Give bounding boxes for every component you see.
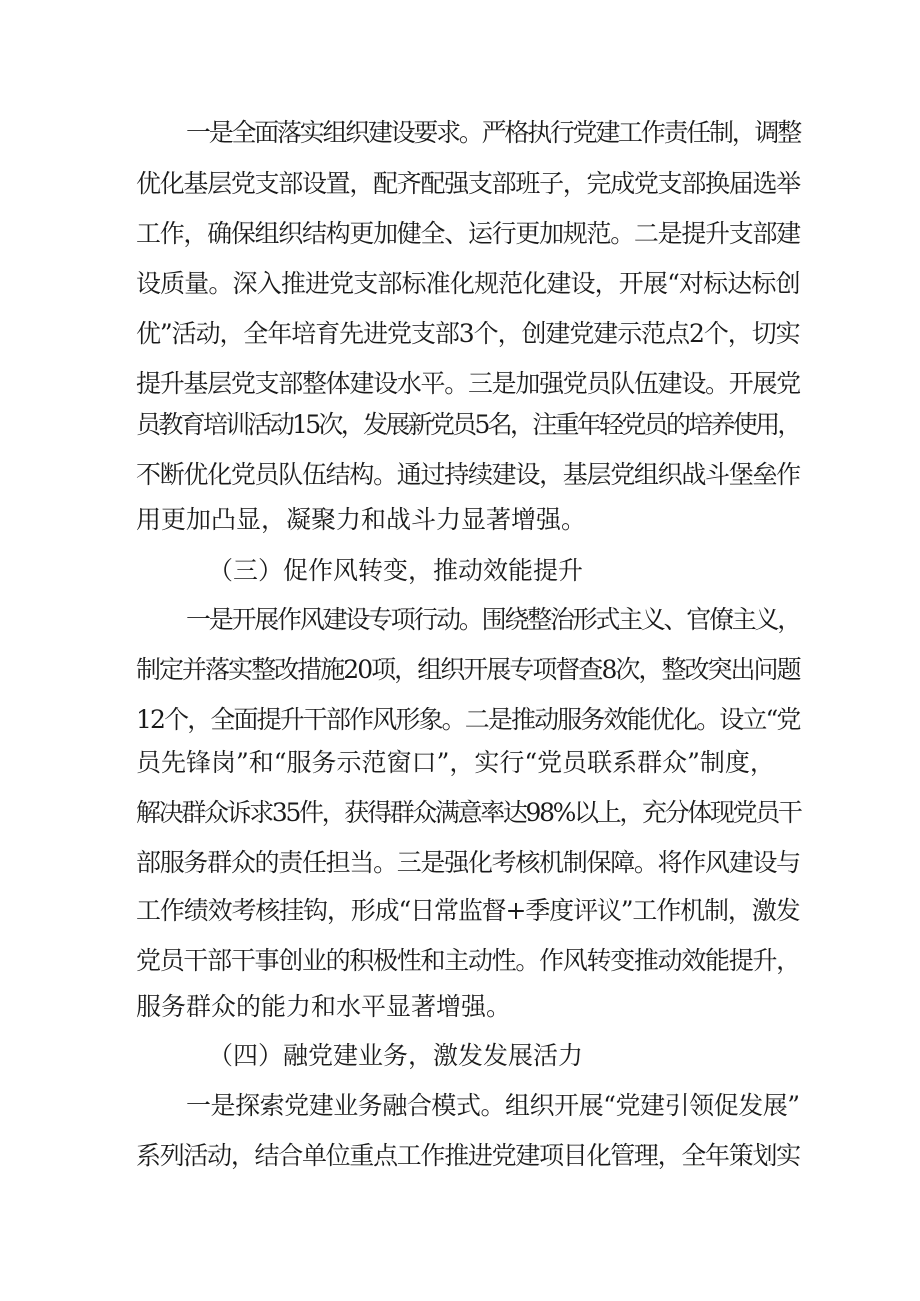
paragraph-line: 一是探索党建业务融合模式。组织开展“党建引领促发展”: [186, 1091, 800, 1120]
paragraph-line: 优”活动，全年培育先进党支部3个，创建党建示范点2个，切实: [136, 319, 800, 348]
paragraph-line: 党员干部干事创业的积极性和主动性。作风转变推动效能提升，: [136, 946, 800, 975]
section-heading: （四）融党建业务，激发发展活力: [208, 1041, 584, 1070]
paragraph-line: 优化基层党支部设置，配齐配强支部班子，完成党支部换届选举: [136, 169, 800, 198]
paragraph-line: 工作绩效考核挂钩，形成“日常监督+季度评议”工作机制，激发: [136, 896, 800, 925]
paragraph-line: 一是开展作风建设专项行动。围绕整治形式主义、官僚主义，: [186, 605, 800, 634]
paragraph-line: 工作，确保组织结构更加健全、运行更加规范。二是提升支部建: [136, 219, 800, 248]
paragraph-line: 系列活动，结合单位重点工作推进党建项目化管理，全年策划实: [136, 1141, 800, 1170]
paragraph-line: 一是全面落实组织建设要求。严格执行党建工作责任制，调整: [186, 118, 800, 147]
paragraph-line: 解决群众诉求35件，获得群众满意率达98%以上，充分体现党员干: [136, 798, 801, 827]
paragraph-line: 不断优化党员队伍结构。通过持续建设，基层党组织战斗堡垒作: [136, 460, 800, 489]
paragraph-line: 用更加凸显，凝聚力和战斗力显著增强。: [136, 505, 587, 534]
paragraph-line: 制定并落实整改措施20项，组织开展专项督查8次，整改突出问题: [136, 655, 800, 684]
paragraph-line: 服务群众的能力和水平显著增强。: [136, 992, 512, 1021]
section-heading: （三）促作风转变，推动效能提升: [208, 556, 584, 585]
paragraph-line: 部服务群众的责任担当。三是强化考核机制保障。将作风建设与: [136, 848, 800, 877]
paragraph-line: 提升基层党支部整体建设水平。三是加强党员队伍建设。开展党: [136, 369, 800, 398]
paragraph-line: 设质量。深入推进党支部标准化规范化建设，开展“对标达标创: [136, 269, 800, 298]
paragraph-line: 员教育培训活动15次，发展新党员5名，注重年轻党员的培养使用，: [136, 410, 800, 439]
paragraph-line: 员先锋岗”和“服务示范窗口”，实行“党员联系群众”制度，: [136, 748, 775, 777]
paragraph-line: 12个，全面提升干部作风形象。二是推动服务效能优化。设立“党: [136, 705, 800, 734]
